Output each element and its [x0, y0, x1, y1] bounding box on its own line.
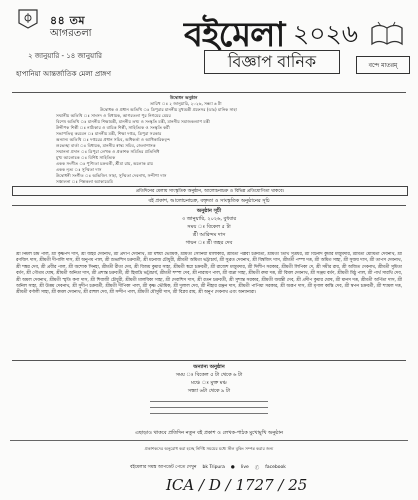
social-footer [130, 463, 310, 472]
participants-paragraph: শ্রী নির্মল চন্দ্র পাল, শ্রী কৃষ্ণপদ দাস, শ্রী জহর দেবনাথ, শ্রী প্রদীপ দেবনাথ, শ্রী মহুয়া ভৌমিক, শ্রীমতী সোনিয়া মালাকার, শ্রীমতী পল্লবী চক্রবর্তী, শ্রীমতী তিথি সূত্রধর, শ্রী বিনোদ কুমার মজুমদার, শ্রীমতী মৌমিতা দেবনাথ, শ্রী রণজিৎ দাস, শ্রীমতী দীপালি দাস, শ্রী অনুপম পাল, শ্রী শুভাশিস চক্রবর্তী, শ্রী মনোজ চৌধুরী, শ্রীমতী অমিতা ভট্টাচার্য, শ্রী সুব্রত দেবনাথ, শ্রী বিশ্বজিৎ দাস, শ্রীমতী পম্পা দত্ত, শ্রী অমিত সাহা, শ্রী সুজয় দাস, শ্রী তাপস দেবনাথ, শ্রী শঙ্কর দেব, শ্রী প্রবীর পাল, শ্রী অশোক সিনহা, শ্রীমতী রীতা দেব, শ্রী বিজয় কুমার সাহা, শ্রীমতী স্বপ্না চক্রবর্তী, শ্রী রাজেশ মজুমদার, শ্রী দিলীপ সরকার, শ্রীমতী লিপিকা দে, শ্রী সমীর রায়, শ্রী অজিত দেবনাথ, শ্রীমতী সুমিতা বর্মণ, শ্রী গৌতম ঘোষ, শ্রীমতী অনিতা দাস, শ্রী প্রশান্ত চক্রবর্তী, শ্রী হিমাদ্রি ভট্টাচার্য, শ্রীমতী শম্পা দেব, শ্রী নারায়ণ পাল, শ্রী বাপ্পা সাহা, শ্রীমতী রুমা দত্ত, শ্রী বিমল দেবনাথ, শ্রী সঞ্জয় বর্মণ, শ্রীমতী মিঠু পাল, শ্রী পার্থ সারথি দেব, শ্রী অমল দেবনাথ, শ্রীমতী স্মৃতি কণা দাস, শ্রী শিবাজী চৌধুরী, শ্রীমতী মালবিকা সাহা, শ্রী দেবাশিস দাস, শ্রী রতন চক্রবর্তী, শ্রী সুশান্ত সরকার, শ্রীমতী জয়ন্তী দেব, শ্রী প্রদীপ কুমার ঘোষ, শ্রী মানস দত্ত, শ্রীমতী অর্পিতা দাস, শ্রী অনিল সাহা, শ্রী উত্তম দেবনাথ, শ্রী সুদীপ চক্রবর্তী, শ্রীমতী দীপিকা পাল, শ্রী কৃষ্ণ ভৌমিক, শ্রী দুলাল দেব, শ্রী নীহার রঞ্জন দাস, শ্রীমতী পাপিয়া সরকার, শ্রী অরূপ দাস, শ্রী মৃণাল কান্তি দেব, শ্রী স্বপন চক্রবর্তী, শ্রী শ্যামল দত্ত, শ্রীমতী বর্ণালী সাহা, শ্রী কমল দেবনাথ, শ্রী রাহুল দেব, শ্রী সন্দীপ পাল, শ্রীমতী মৌসুমী দাস, শ্রী বিপ্লব রায়, শ্রী অনুপ দেবনাথ এবং অন্যান্যরা। [16, 252, 402, 296]
government-emblem-icon [16, 8, 40, 30]
divider [12, 205, 406, 206]
special-guest-row: বিশেষ অতিথি ঃ মাননীয় শিক্ষামন্ত্রী, মাননীয় তথ্য ও সংস্কৃতি মন্ত্রী, মাননীয় সমাজকল্যাণ মন্ত্রী [56, 119, 210, 124]
chief-guest-row: উদ্বোধক ও প্রধান অতিথি ঃ ত্রিপুরার মাননীয় মুখ্যমন্ত্রী প্রফেসর (ডাঃ) মানিক সাহা [100, 107, 237, 112]
speaker-row: মুখ্য আলোচক ঃ বিশিষ্ট সাহিত্যিক [56, 155, 116, 160]
footer-info: এছাড়াও থাকবে প্রতিদিন নতুন বই প্রকাশ ও লেখক-পাঠক মুখোমুখি অনুষ্ঠান [134, 430, 283, 436]
notice-banner: প্রতিদিনের মেলায় সাংস্কৃতিক অনুষ্ঠান, আলোচনাচক্র ও বিভিন্ন প্রতিযোগিতা থাকবে। [12, 186, 408, 196]
solo-dance-row: একক নৃত্য ঃ সুস্মিতা দাস [56, 167, 102, 172]
other-guest-row: অন্যান্য অতিথি ঃ দপ্তরের প্রধান সচিব, অধিকর্তা ও আধিকারিকবৃন্দ [56, 137, 171, 142]
live-label: live [240, 465, 249, 470]
schedule-singer: গায়ন ঃ শ্রী জহর দেব [185, 240, 233, 246]
evening-time: সন্ধ্যা ৬টা থেকে ৯ টা [187, 388, 231, 394]
divider [12, 92, 406, 93]
header [6, 6, 412, 90]
schedule-date: ৩ জানুয়ারি, ২০২৬, বুধবার [181, 216, 237, 222]
other-events-heading: অন্যান্য অনুষ্ঠান [193, 364, 225, 370]
honour-row: সম্মাননা প্রদান ঃ ত্রিপুরা লেখক ও প্রকাশক সমিতির প্রতিনিধি [56, 149, 160, 154]
facebook-label: facebook [265, 465, 286, 470]
schedule-host: শ্রী আরিন্দম দাস [192, 232, 226, 238]
divider [12, 360, 406, 361]
artist-row: উদ্দীপক শিল্পী ঃ নাট্যকার ও বাচিক শিল্পী, সাহিত্যিক ও সংস্কৃতি কর্মী [56, 125, 170, 130]
schedule-time: সময় ঃ বিকেল ৫ টা [187, 224, 231, 230]
anchor-row: সঞ্চালনা ঃ শিল্পকলা অ্যাকাডেমি [56, 179, 113, 184]
advertisement-label: বিজ্ঞাপ বানিক [204, 50, 340, 74]
divider [10, 440, 408, 441]
facebook-icon: ⓕ [254, 465, 260, 471]
fair-year: ২০২৬ [293, 19, 359, 48]
fair-title: বইমেলা [184, 15, 285, 55]
section-two-heading: বই প্রকাশ, আলোচনাচক্র, বক্তৃতা ও সাংস্কৃতিক অনুষ্ঠানের সূচি [148, 198, 270, 204]
handwritten-reference: ICA / D / 1727 / 25 [166, 476, 308, 494]
greeting-row: শুভেচ্ছা বার্তা ঃ বিধায়ক, মাননীয় স্বাস্থ্য সচিব, জেলাশাসক [56, 143, 156, 148]
extra-schedule-block [150, 398, 268, 420]
slogan-box: বন্দে মাতরম্ [356, 56, 410, 74]
open-book-icon [370, 20, 404, 48]
live-icon: ● [230, 465, 235, 470]
fair-dates: ২ জানুয়ারি - ১৪ জানুয়ারি [28, 52, 103, 60]
block-heading: উদ্বোধন অনুষ্ঠান [170, 95, 198, 100]
footer-note: প্রকাশকদের অনুরোধ করা হচ্ছে নির্দিষ্ট সময়ের মধ্যে স্টল বুকিং সম্পন্ন করার জন্য [144, 446, 274, 451]
guest-row: সম্মানীয় অতিথি ঃ সাংসদ ও বিধায়ক, আগরতলা পুর নিগমের মেয়র [56, 113, 171, 118]
president-row: সভাপতিত্ব করবেন ঃ মাননীয় মন্ত্রী, শিক্ষা দপ্তর, ত্রিপুরা সরকার [56, 131, 162, 136]
other-events-time: সময় ঃ বিকেল ৫ টা থেকে ৬ টা [175, 372, 243, 378]
solo-song-row: একক সংগীত ঃ পুণ্যিতা চক্রবর্তী, শ্রীমা রায়, অলোক রায় [56, 161, 154, 166]
edition-number: ৪৪ তম [50, 14, 85, 27]
fair-venue: হাপানিয়া আন্তর্জাতিক মেলা প্রাঙ্গণ [16, 70, 112, 78]
social-caption: বইমেলার সমস্ত আপডেট পেতে দেখুন [130, 465, 197, 470]
other-events-stage: মঞ্চে ঃ মুক্ত মঞ্চ [191, 380, 227, 386]
social-handle: bk Tripura [202, 465, 225, 470]
schedule-heading: অনুষ্ঠান সূচী [196, 208, 222, 214]
inaugural-date: তারিখ ঃ ২ জানুয়ারি, ২০২৬, সন্ধ্যা ৬ টা [150, 101, 222, 106]
opening-song-row: উদ্বোধনী সংগীত ঃ অভিজিৎ সাহা, সুস্মিতা দেবনাথ, সন্দীপা দাস [56, 173, 167, 178]
edition-place: আগরতলা [50, 28, 92, 39]
